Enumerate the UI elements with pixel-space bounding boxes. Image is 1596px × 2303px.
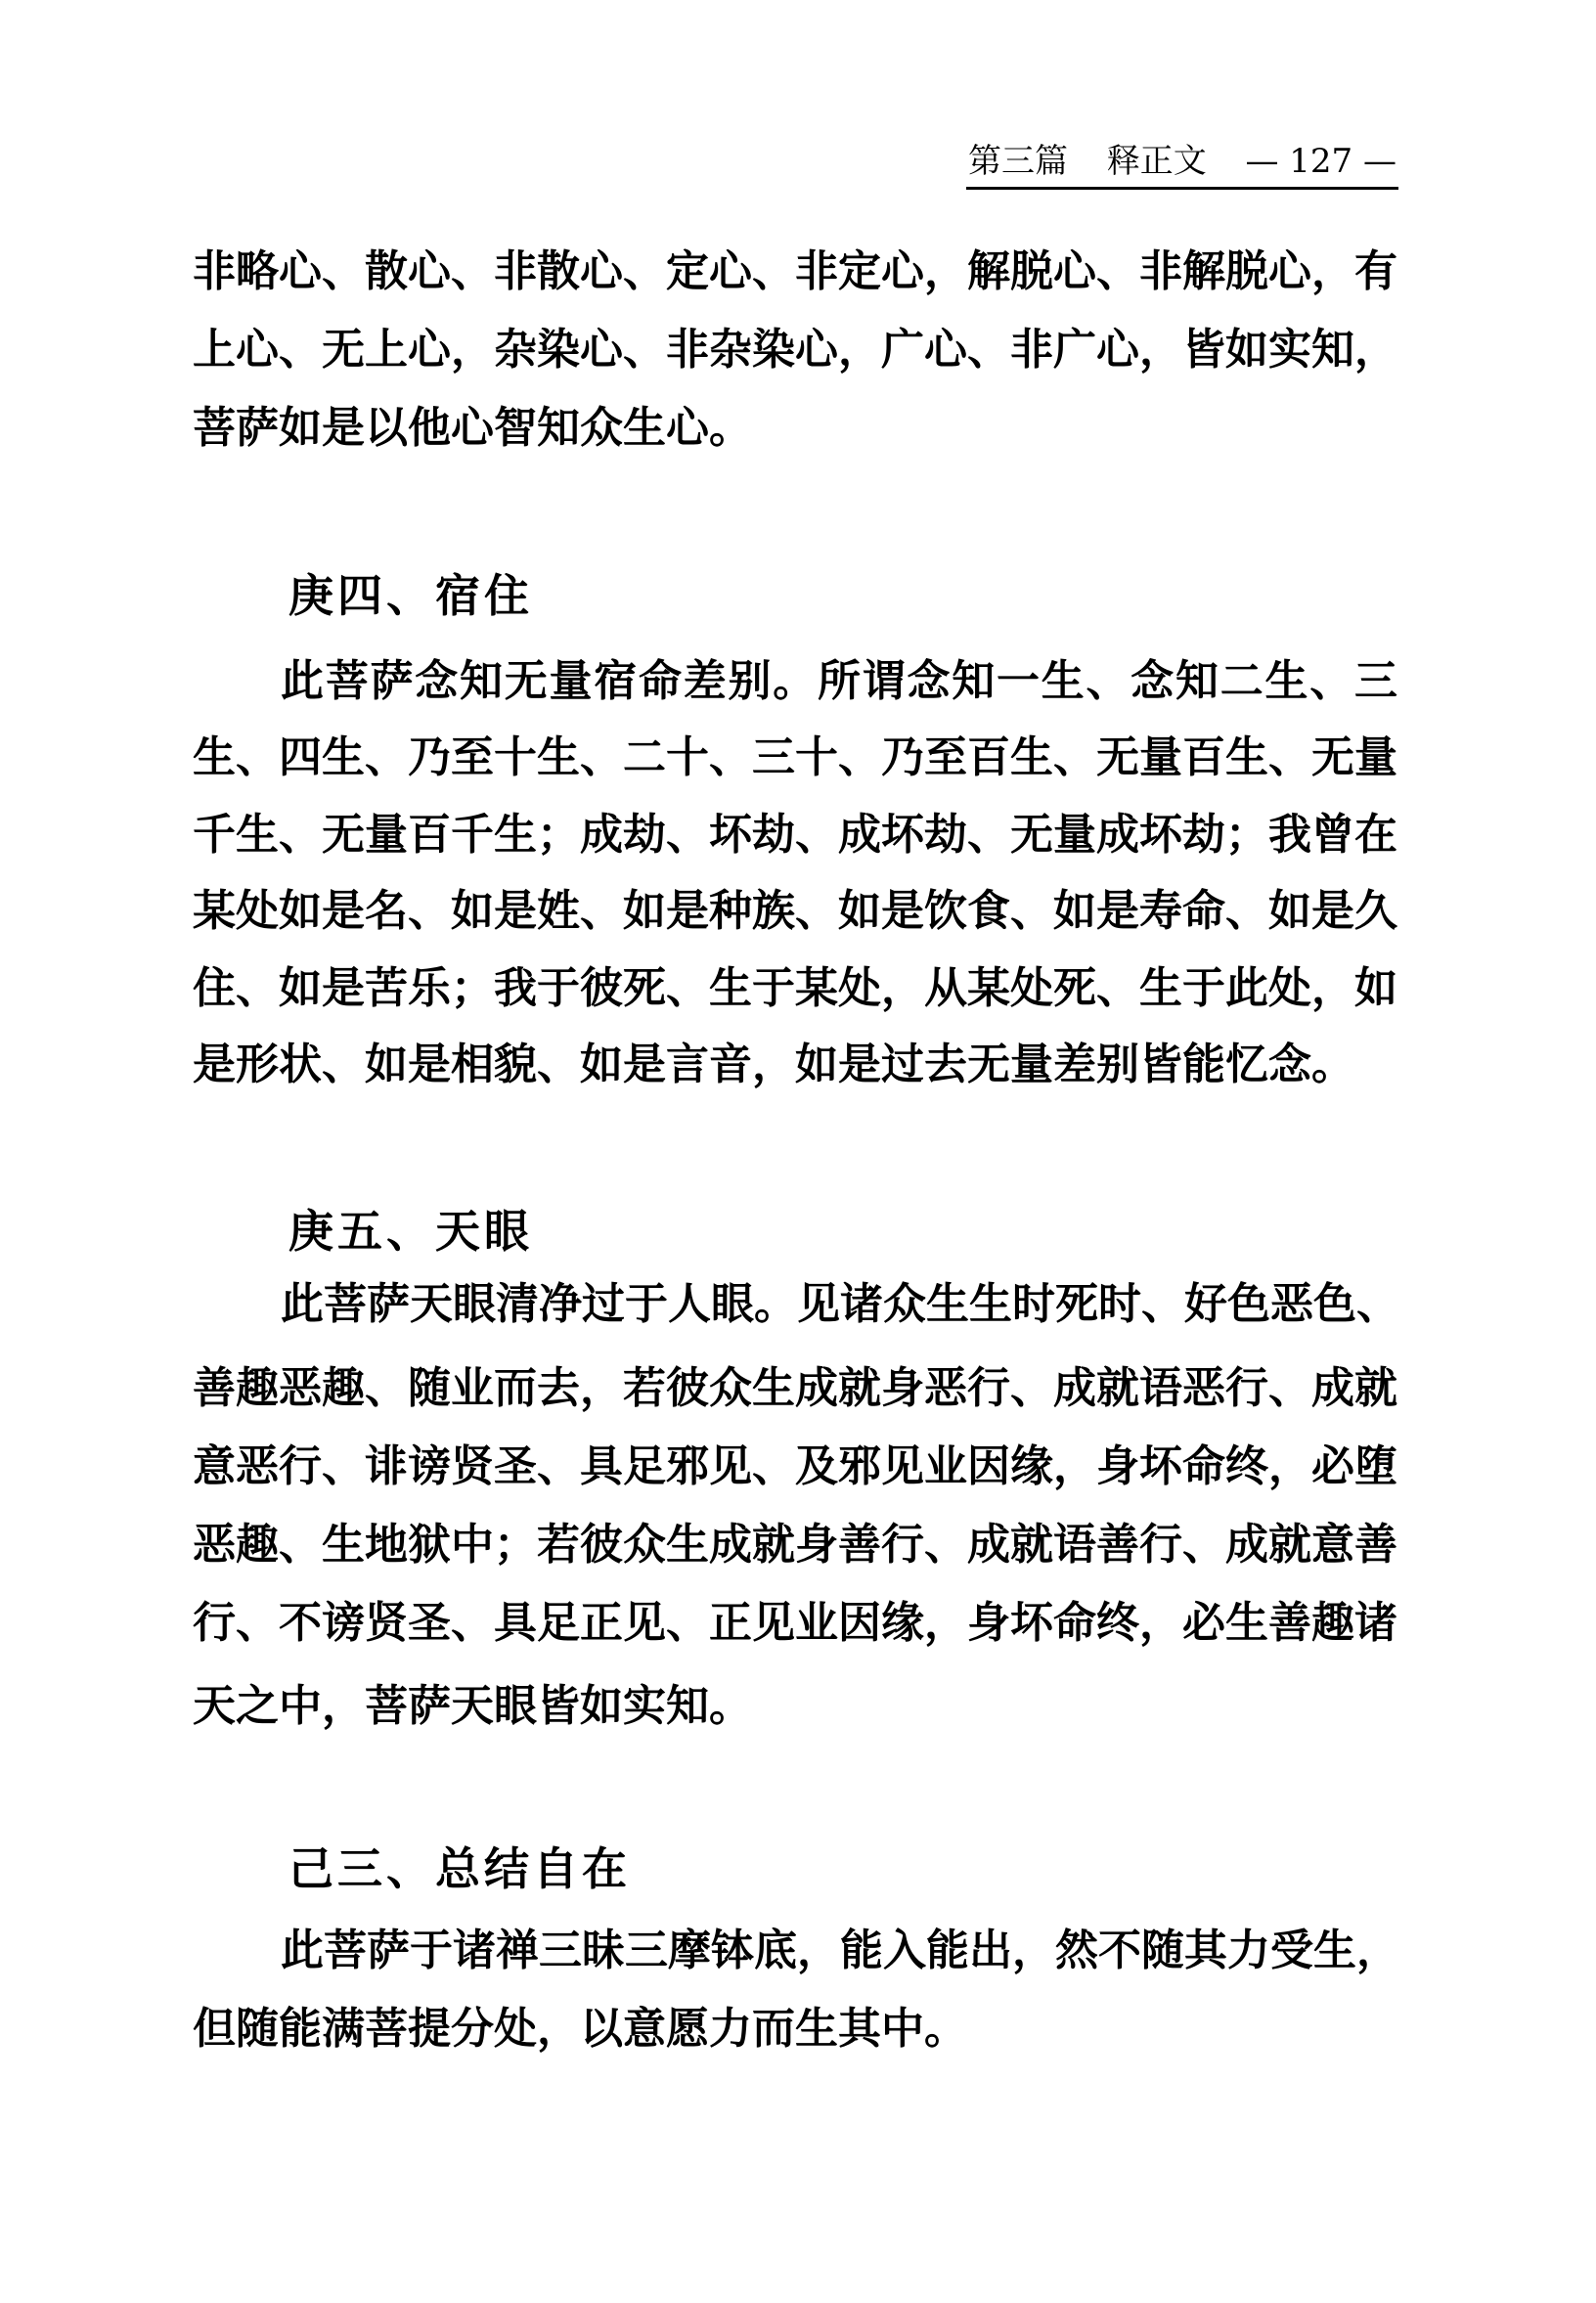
text-line: 此菩萨念知无量宿命差别。所谓念知一生、念知二生、三 — [281, 656, 1397, 706]
section-heading: 庚四、宿住 — [288, 569, 533, 622]
header-section: 释正文 — [1106, 142, 1207, 181]
text-line: 意恶行、诽谤贤圣、具足邪见、及邪见业因缘，身坏命终，必堕 — [193, 1441, 1397, 1491]
header-rule — [966, 187, 1398, 190]
header-chapter: 第三篇 — [968, 142, 1068, 181]
text-line: 此菩萨于诸禅三昧三摩钵底，能入能出，然不随其力受生， — [281, 1926, 1399, 1975]
text-line: 生、四生、乃至十生、二十、三十、乃至百生、无量百生、无量 — [193, 732, 1397, 782]
text-line: 此菩萨天眼清净过于人眼。见诸众生生时死时、好色恶色、 — [281, 1279, 1399, 1329]
text-line: 行、不谤贤圣、具足正见、正见业因缘，身坏命终，必生善趣诸 — [193, 1598, 1397, 1648]
text-line: 住、如是苦乐；我于彼死、生于某处，从某处死、生于此处，如 — [193, 963, 1397, 1013]
section-heading: 庚五、天眼 — [288, 1205, 533, 1258]
text-line: 菩萨如是以他心智知众生心。 — [193, 403, 752, 453]
text-line: 恶趣、生地狱中；若彼众生成就身善行、成就语善行、成就意善 — [193, 1520, 1397, 1570]
text-line: 某处如是名、如是姓、如是种族、如是饮食、如是寿命、如是久 — [193, 886, 1397, 936]
text-line: 是形状、如是相貌、如是言音，如是过去无量差别皆能忆念。 — [193, 1040, 1354, 1089]
text-line: 非略心、散心、非散心、定心、非定心，解脱心、非解脱心，有 — [193, 246, 1397, 296]
text-line: 千生、无量百千生；成劫、坏劫、成坏劫、无量成坏劫；我曾在 — [193, 810, 1397, 860]
text-line: 善趣恶趣、随业而去，若彼众生成就身恶行、成就语恶行、成就 — [193, 1363, 1397, 1413]
section-heading: 己三、总结自在 — [288, 1842, 631, 1895]
running-header — [968, 137, 1396, 186]
text-line: 但随能满菩提分处，以意愿力而生其中。 — [193, 2004, 967, 2054]
text-line: 天之中，菩萨天眼皆如实知。 — [193, 1681, 752, 1731]
page-number: — 127 — — [1245, 142, 1396, 181]
text-line: 上心、无上心，杂染心、非杂染心，广心、非广心，皆如实知， — [193, 325, 1397, 375]
